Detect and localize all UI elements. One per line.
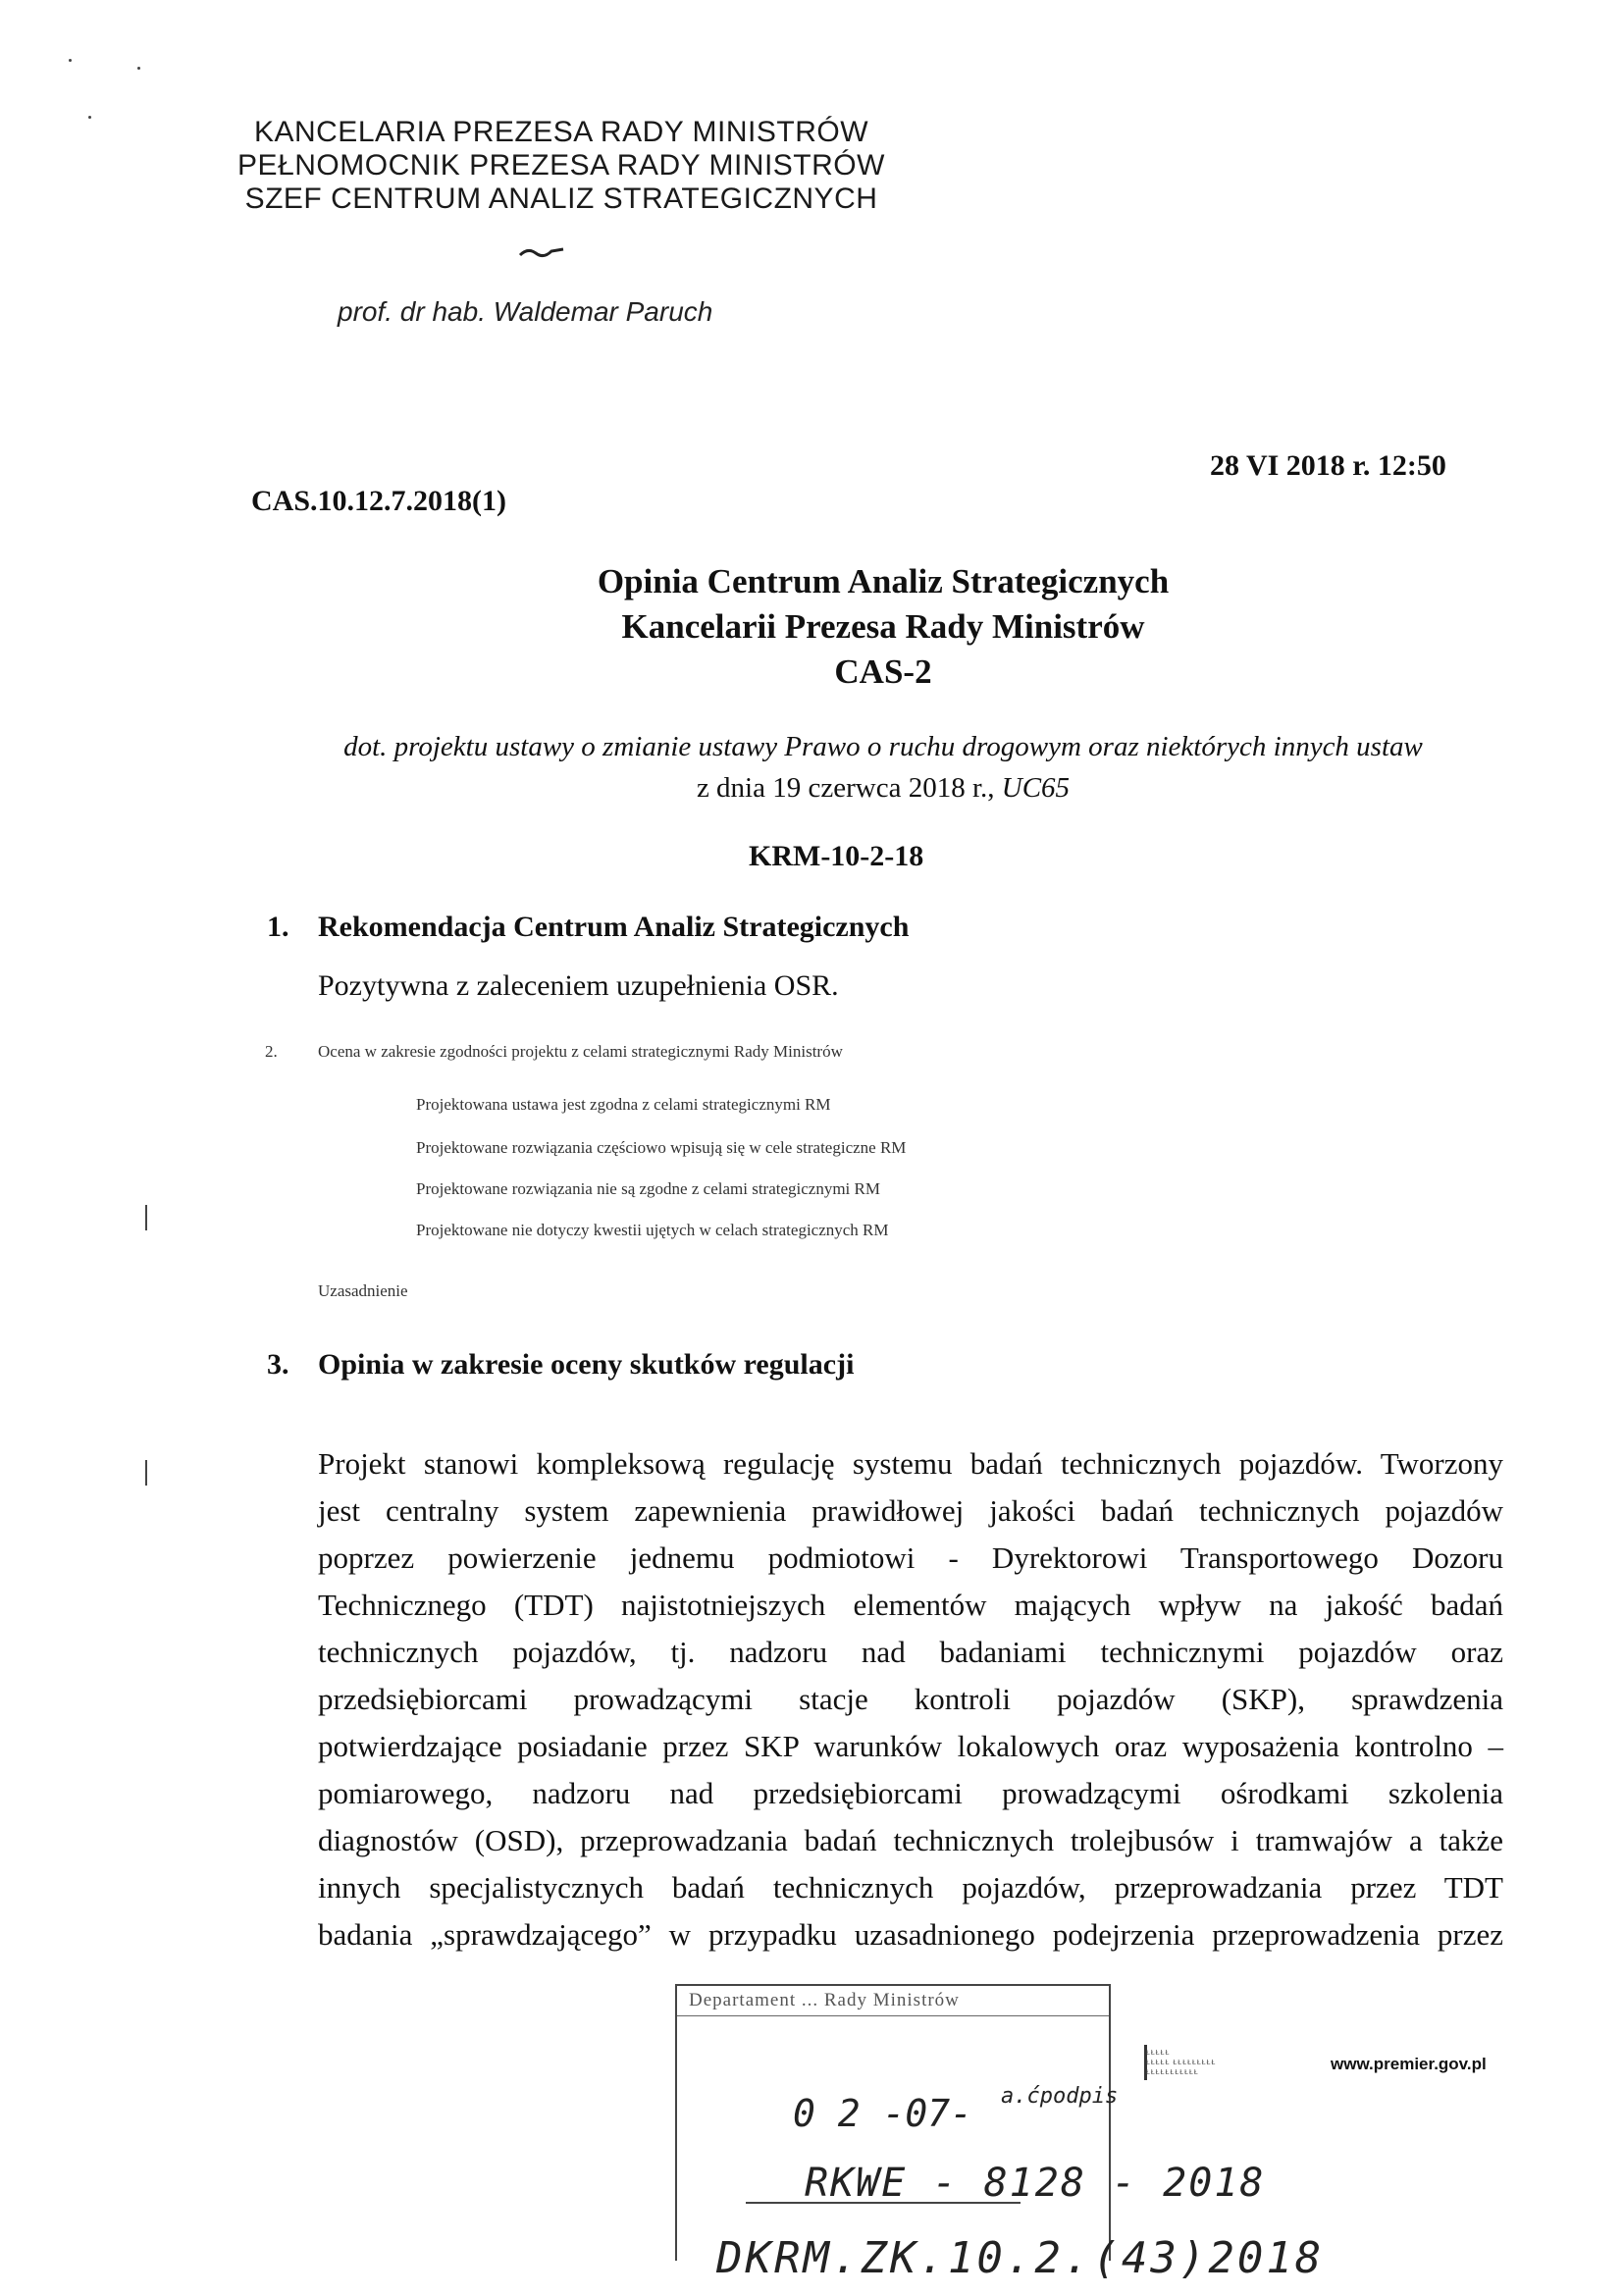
letterhead-line-office: KANCELARIA PREZESA RADY MINISTRÓW	[253, 116, 869, 148]
paragraph-line: poprzez powierzenie jednemu podmiotowi - Dyrektorowi Transportowego Dozoru	[318, 1540, 1503, 1575]
stamp-signature: a.ćpodpis	[1001, 2084, 1119, 2109]
title-line-2: Kancelarii Prezesa Rady Ministrów	[621, 607, 1145, 646]
paragraph-line: diagnostów (OSD), przeprowadzania badań technicznych trolejbusów i tramwajów a także	[318, 1823, 1503, 1857]
subject-code: UC65	[1001, 772, 1071, 804]
section-2-number: 2.	[265, 1042, 278, 1061]
section-1-title: Rekomendacja Centrum Analiz Strategicznych	[318, 911, 910, 943]
reference-number: CAS.10.12.7.2018(1)	[251, 485, 506, 517]
paragraph-line: Technicznego (TDT) najistotniejszych elementów mających wpływ na jakość badań	[318, 1588, 1503, 1622]
stamp-ref-1: RKWE - 8128 - 2018	[805, 2161, 1266, 2206]
stamp-ref-2: DKRM.ZK.10.2.(43)2018	[716, 2233, 1325, 2283]
footer-website: www.premier.gov.pl	[1331, 2055, 1487, 2073]
stamp-header-text: Departament ... Rady Ministrów	[689, 1990, 960, 2010]
justification-label: Uzasadnienie	[318, 1281, 408, 1300]
document-datetime: 28 VI 2018 r. 12:50	[1210, 449, 1446, 482]
section-1-text: Pozytywna z zaleceniem uzupełnienia OSR.	[318, 969, 839, 1002]
logo-text-line: ŁŁŁŁŁŁŁŁŁŁŁ	[1146, 2069, 1199, 2076]
section-1-number: 1.	[267, 911, 289, 943]
signature-mark-icon	[518, 245, 567, 259]
section-3-paragraph	[318, 1440, 1503, 1958]
title-line-1: Opinia Centrum Analiz Strategicznych	[597, 562, 1170, 600]
scan-speck	[69, 59, 72, 62]
letterhead-line-plenipotentiary: PEŁNOMOCNIK PREZESA RADY MINISTRÓW	[237, 149, 885, 182]
section-2-title: Ocena w zakresie zgodności projektu z celami strategicznymi Rady Ministrów	[318, 1042, 843, 1061]
logo-text-line: ŁŁŁŁŁ ŁŁŁŁŁŁŁŁŁ	[1146, 2060, 1217, 2066]
paragraph-line: Projekt stanowi kompleksową regulację systemu badań technicznych pojazdów. Tworzony	[318, 1446, 1503, 1481]
subject-line-2	[275, 767, 1492, 809]
document-title	[373, 559, 1393, 695]
subject-line-1: dot. projektu ustawy o zmianie ustawy Prawo o ruchu drogowym oraz niektórych innych ustaw	[343, 731, 1423, 762]
scan-speck	[145, 1460, 147, 1486]
compliance-option: Projektowane nie dotyczy kwestii ujętych w celach strategicznych RM	[416, 1221, 889, 1239]
scan-speck	[137, 67, 140, 70]
compliance-option: Projektowane rozwiązania częściowo wpisują się w cele strategiczne RM	[416, 1138, 907, 1157]
paragraph-line: badania „sprawdzającego” w przypadku uzasadnionego podejrzenia przeprowadzenia przez	[318, 1917, 1503, 1952]
subject-date: z dnia 19 czerwca 2018 r.,	[696, 772, 995, 804]
paragraph-line: technicznych pojazdów, tj. nadzoru nad badaniami technicznymi pojazdów oraz	[318, 1635, 1503, 1669]
stamp-header-box	[675, 1984, 1111, 2016]
paragraph-line: pomiarowego, nadzoru nad przedsiębiorcami prowadzącymi ośrodkami szkolenia	[318, 1776, 1503, 1810]
paragraph-line: innych specjalistycznych badań technicznych pojazdów, przeprowadzania przez TDT	[318, 1870, 1503, 1905]
letterhead-line-head: SZEF CENTRUM ANALIZ STRATEGICZNYCH	[244, 183, 878, 215]
scan-speck	[145, 1205, 147, 1230]
scan-speck	[88, 116, 91, 119]
letterhead	[218, 116, 905, 216]
subject	[275, 726, 1492, 809]
krm-code: KRM-10-2-18	[749, 840, 924, 872]
compliance-option: Projektowana ustawa jest zgodna z celami strategicznymi RM	[416, 1095, 831, 1114]
logo-text-line: ŁŁŁŁŁ	[1146, 2050, 1171, 2057]
section-3-title: Opinia w zakresie oceny skutków regulacji	[318, 1348, 855, 1381]
title-line-3: CAS-2	[834, 652, 932, 691]
paragraph-line: przedsiębiorcami prowadzącymi stacje kontroli pojazdów (SKP), sprawdzenia	[318, 1682, 1503, 1716]
section-3-number: 3.	[267, 1348, 289, 1381]
stamp-date: 0 2 -07-	[793, 2092, 973, 2135]
footer-logo	[1146, 2049, 1293, 2078]
paragraph-line: potwierdzające posiadanie przez SKP warunków lokalowych oraz wyposażenia kontrolno –	[318, 1729, 1503, 1763]
signer-name: prof. dr hab. Waldemar Paruch	[338, 296, 713, 327]
paragraph-line: jest centralny system zapewnienia prawidłowej jakości badań technicznych pojazdów	[318, 1493, 1503, 1528]
compliance-option: Projektowane rozwiązania nie są zgodne z celami strategicznymi RM	[416, 1179, 880, 1198]
